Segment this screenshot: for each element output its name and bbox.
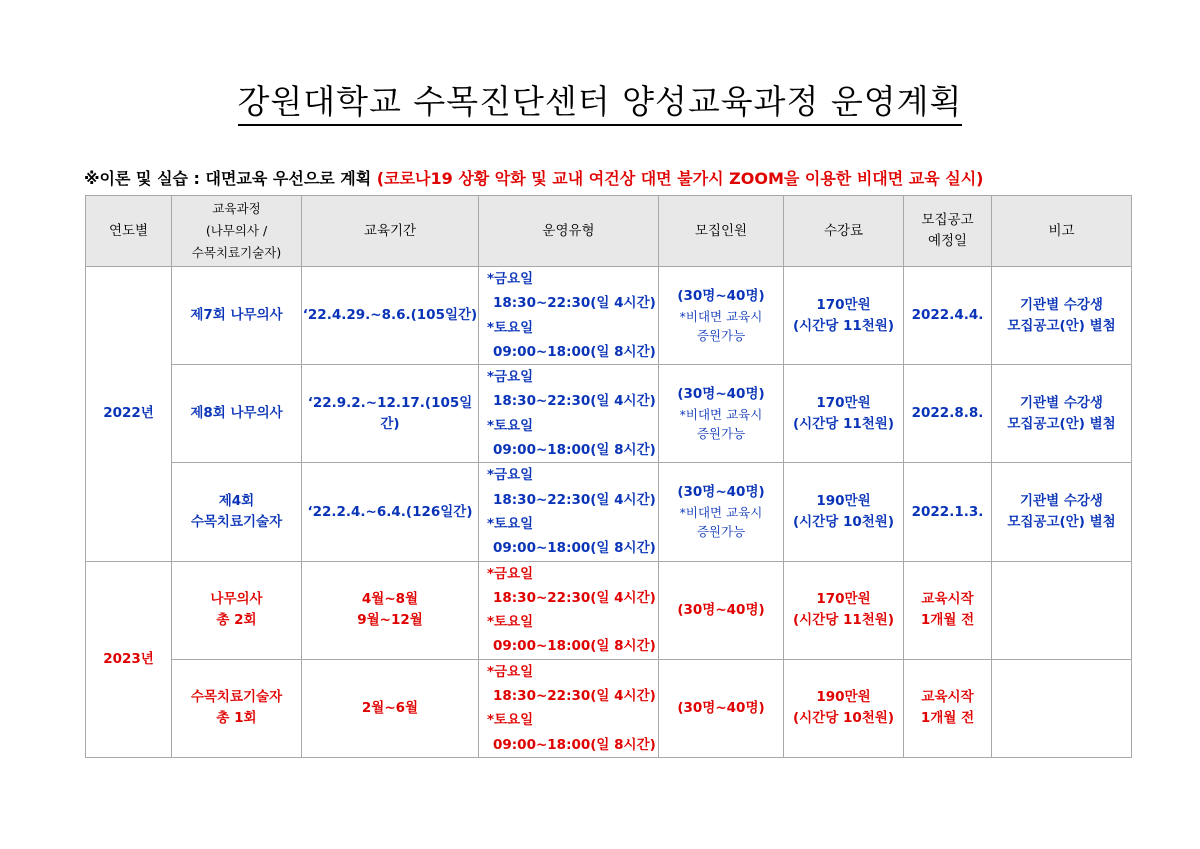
ops-line3: *토요일 xyxy=(487,515,534,532)
header-year: 연도별 xyxy=(86,196,172,267)
recruit-line2: *비대면 교육시 xyxy=(679,505,763,521)
notice-line1: 교육시작 xyxy=(921,591,974,608)
notice-line1: 2022.4.4. xyxy=(911,307,984,324)
period-line1: ‘22.4.29.~8.6.(105일간) xyxy=(302,307,478,324)
ops-cell xyxy=(479,267,659,365)
fee-cell xyxy=(784,267,904,365)
ops-line1: *금요일 xyxy=(487,467,534,484)
course-cell xyxy=(172,463,302,561)
ops-cell xyxy=(479,365,659,463)
header-ops: 운영유형 xyxy=(479,196,659,267)
ops-line4: 09:00~18:00(일 8시간) xyxy=(493,736,656,753)
course-line1: 나무의사 xyxy=(210,591,263,608)
fee-line2: (시간당 10천원) xyxy=(792,710,895,727)
header-course-line3: 수목치료기술자) xyxy=(191,244,282,260)
remark-cell xyxy=(992,463,1132,561)
note-line xyxy=(84,166,983,189)
fee-line1: 170만원 xyxy=(816,296,871,313)
header-notice-line1: 모집공고 xyxy=(921,212,974,229)
recruit-cell xyxy=(659,561,784,659)
header-course-line2: (나무의사 / xyxy=(205,223,268,239)
notice-line2: 1개월 전 xyxy=(920,710,975,727)
remark-cell xyxy=(992,561,1132,659)
fee-line1: 190만원 xyxy=(816,493,871,510)
header-notice-line2: 예정일 xyxy=(927,233,968,249)
recruit-line2: *비대면 교육시 xyxy=(679,308,763,324)
remark-cell xyxy=(992,365,1132,463)
course-cell xyxy=(172,561,302,659)
notice-cell xyxy=(904,365,992,463)
notice-line1: 교육시작 xyxy=(921,689,974,706)
recruit-cell xyxy=(659,659,784,757)
remark-cell xyxy=(992,659,1132,757)
header-course-line1: 교육과정 xyxy=(212,201,261,217)
recruit-line1: (30명~40명) xyxy=(677,699,765,716)
notice-line1: 2022.1.3. xyxy=(911,503,984,520)
course-line1: 수목치료기술자 xyxy=(190,689,283,706)
ops-line1: *금요일 xyxy=(487,663,534,680)
recruit-line1: (30명~40명) xyxy=(677,287,765,304)
fee-line2: (시간당 11천원) xyxy=(792,415,895,432)
recruit-line3: 증원가능 xyxy=(696,524,746,540)
recruit-line3: 증원가능 xyxy=(696,328,746,344)
table-row xyxy=(86,267,1132,365)
period-line1: 2월~6월 xyxy=(361,699,419,716)
ops-line3: *토요일 xyxy=(487,712,534,729)
notice-cell xyxy=(904,267,992,365)
ops-line2: 18:30~22:30(일 4시간) xyxy=(493,491,656,508)
fee-cell xyxy=(784,659,904,757)
course-line2: 총 1회 xyxy=(216,710,257,727)
notice-line2: 1개월 전 xyxy=(920,612,975,629)
recruit-line1: (30명~40명) xyxy=(677,484,765,501)
recruit-cell xyxy=(659,267,784,365)
ops-line2: 18:30~22:30(일 4시간) xyxy=(493,688,656,705)
notice-cell xyxy=(904,659,992,757)
header-recruit: 모집인원 xyxy=(659,196,784,267)
ops-line1: *금요일 xyxy=(487,369,534,386)
ops-line4: 09:00~18:00(일 8시간) xyxy=(493,442,656,459)
fee-line1: 170만원 xyxy=(816,591,871,608)
period-line1: ‘22.2.4.~6.4.(126일간) xyxy=(307,503,473,520)
note-prefix: ※이론 및 실습 : 대면교육 우선으로 계획 xyxy=(84,169,377,188)
recruit-line1: (30명~40명) xyxy=(677,385,765,402)
fee-line1: 170만원 xyxy=(816,394,871,411)
header-remark: 비고 xyxy=(992,196,1132,267)
ops-line2: 18:30~22:30(일 4시간) xyxy=(493,589,656,606)
course-line1: 제8회 나무의사 xyxy=(190,405,283,422)
period-cell xyxy=(302,561,479,659)
ops-cell xyxy=(479,659,659,757)
remark-line1: 기관별 수강생 xyxy=(1020,394,1103,411)
ops-line1: *금요일 xyxy=(487,271,534,287)
table-row xyxy=(86,365,1132,463)
course-line1: 제4회 xyxy=(218,493,255,510)
notice-cell xyxy=(904,463,992,561)
page-title-text: 강원대학교 수목진단센터 양성교육과정 운영계획 xyxy=(238,82,963,126)
ops-line3: *토요일 xyxy=(487,319,534,336)
remark-line2: 모집공고(안) 별첨 xyxy=(1007,317,1116,334)
period-cell xyxy=(302,365,479,463)
ops-line4: 09:00~18:00(일 8시간) xyxy=(493,638,656,655)
ops-line2: 18:30~22:30(일 4시간) xyxy=(493,295,656,312)
recruit-line1: (30명~40명) xyxy=(677,601,765,618)
fee-cell xyxy=(784,561,904,659)
fee-line2: (시간당 10천원) xyxy=(792,513,895,530)
period-line1: 4월~8월 xyxy=(361,591,419,608)
plan-table xyxy=(85,195,1132,758)
note-highlight: (코로나19 상황 악화 및 교내 여건상 대면 불가시 ZOOM을 이용한 비대면 교육 실시) xyxy=(376,169,984,188)
course-line2: 수목치료기술자 xyxy=(190,513,283,530)
recruit-cell xyxy=(659,463,784,561)
ops-line1: *금요일 xyxy=(487,565,534,582)
remark-cell xyxy=(992,267,1132,365)
period-line1: ‘22.9.2.~12.17.(105일간) xyxy=(307,394,473,432)
table-row xyxy=(86,659,1132,757)
course-cell xyxy=(172,365,302,463)
remark-line2: 모집공고(안) 별첨 xyxy=(1007,415,1116,432)
course-cell xyxy=(172,267,302,365)
fee-line2: (시간당 11천원) xyxy=(792,317,895,334)
year-2022-cell: 2022년 xyxy=(86,267,172,562)
period-cell xyxy=(302,463,479,561)
fee-line1: 190만원 xyxy=(816,689,871,706)
remark-line2: 모집공고(안) 별첨 xyxy=(1007,513,1116,530)
table-row xyxy=(86,561,1132,659)
ops-cell xyxy=(479,561,659,659)
ops-line4: 09:00~18:00(일 8시간) xyxy=(493,343,656,360)
ops-line3: *토요일 xyxy=(487,417,534,434)
course-cell xyxy=(172,659,302,757)
period-line2: 9월~12월 xyxy=(357,612,423,629)
remark-line1: 기관별 수강생 xyxy=(1020,296,1103,313)
course-line1: 제7회 나무의사 xyxy=(190,307,283,324)
recruit-line2: *비대면 교육시 xyxy=(679,406,763,422)
recruit-line3: 증원가능 xyxy=(696,426,746,442)
remark-line1: 기관별 수강생 xyxy=(1020,493,1103,510)
ops-line3: *토요일 xyxy=(487,614,534,631)
header-notice xyxy=(904,196,992,267)
fee-cell xyxy=(784,463,904,561)
page-title xyxy=(0,76,1200,123)
header-course xyxy=(172,196,302,267)
course-line2: 총 2회 xyxy=(216,612,257,629)
period-cell xyxy=(302,267,479,365)
ops-line2: 18:30~22:30(일 4시간) xyxy=(493,393,656,410)
fee-line2: (시간당 11천원) xyxy=(792,612,895,629)
ops-line4: 09:00~18:00(일 8시간) xyxy=(493,540,656,557)
period-cell xyxy=(302,659,479,757)
header-period: 교육기간 xyxy=(302,196,479,267)
recruit-cell xyxy=(659,365,784,463)
header-fee: 수강료 xyxy=(784,196,904,267)
ops-cell xyxy=(479,463,659,561)
notice-cell xyxy=(904,561,992,659)
table-header-row xyxy=(86,196,1132,267)
table-row xyxy=(86,463,1132,561)
fee-cell xyxy=(784,365,904,463)
year-2023-cell: 2023년 xyxy=(86,561,172,757)
notice-line1: 2022.8.8. xyxy=(911,405,984,422)
